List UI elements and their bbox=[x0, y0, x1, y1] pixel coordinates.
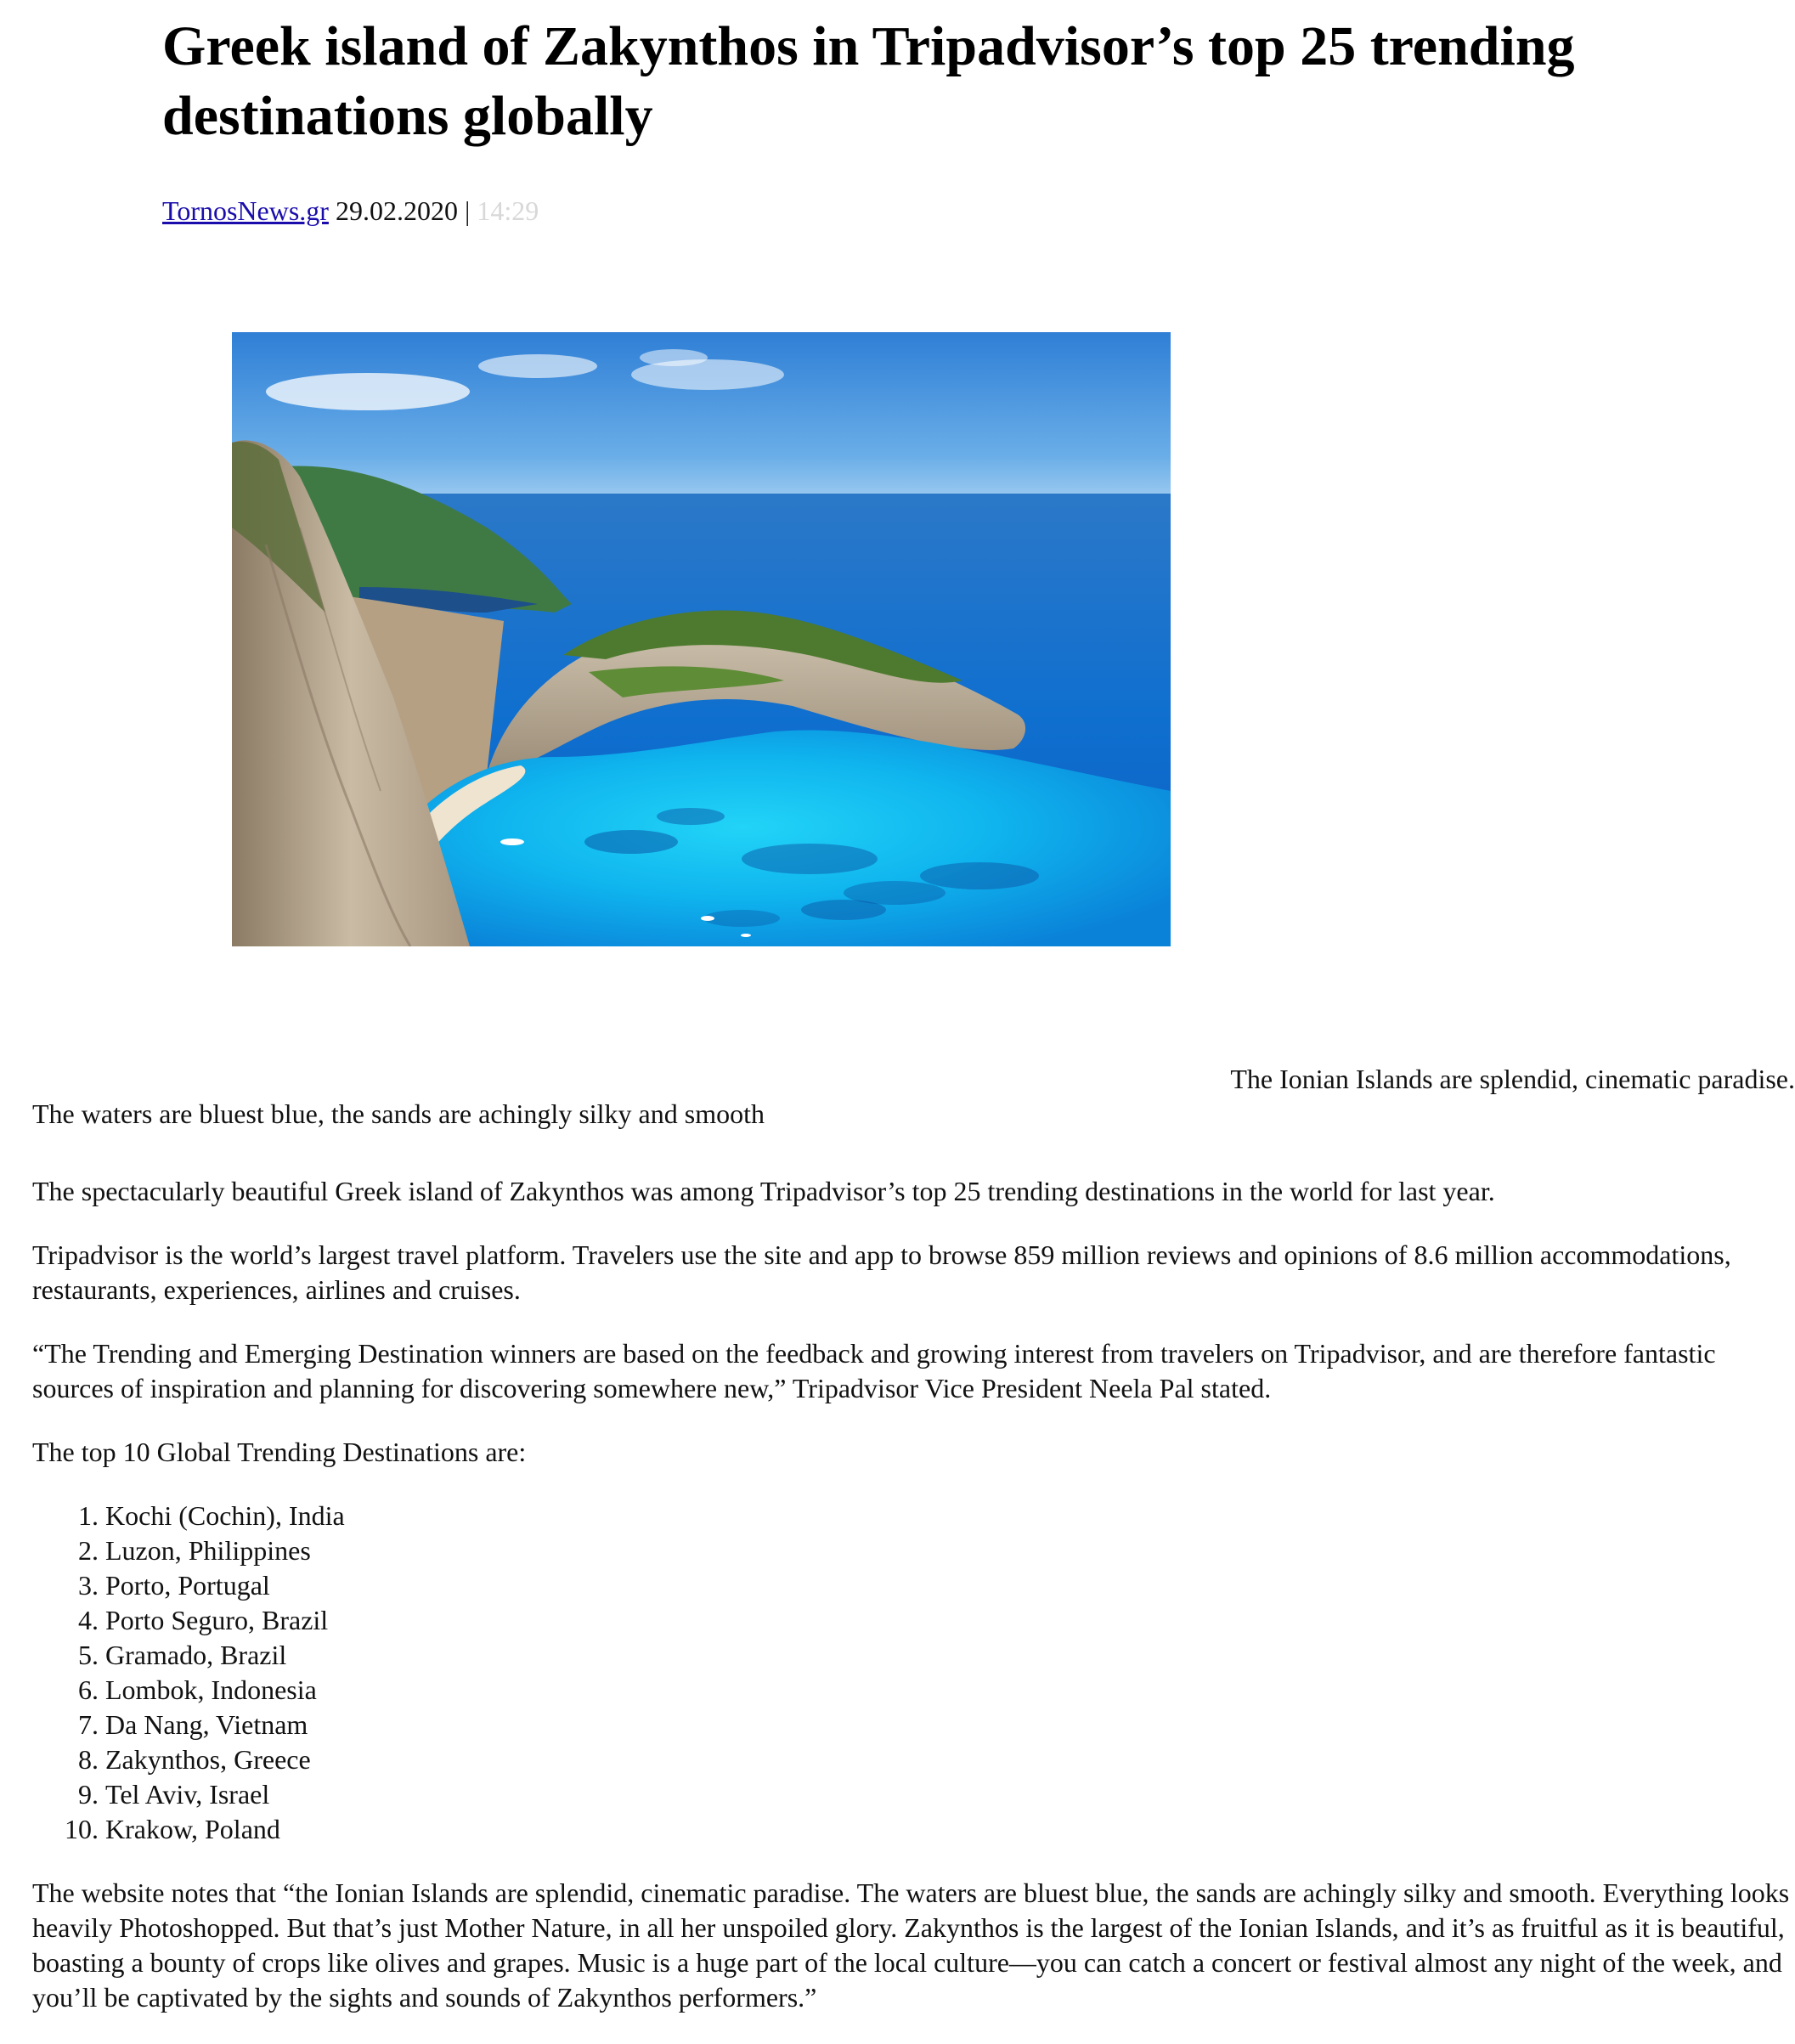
hero-image-navagio-beach bbox=[232, 332, 1171, 946]
top-destinations-list bbox=[32, 1499, 1795, 1847]
image-caption-left: The waters are bluest blue, the sands are achingly silky and smooth bbox=[32, 1098, 765, 1129]
list-item: 5. Gramado, Brazil bbox=[105, 1638, 1795, 1673]
list-item: 7. Da Nang, Vietnam bbox=[105, 1708, 1795, 1742]
list-item: 9. Tel Aviv, Israel bbox=[105, 1777, 1795, 1812]
article-body bbox=[32, 1174, 1795, 2044]
hero-image-illustration bbox=[232, 332, 1171, 946]
publish-date: 29.02.2020 bbox=[335, 195, 458, 226]
paragraph-closing: The website notes that “the Ionian Islands are splendid, cinematic paradise. The waters are bluest blue, the sands are achingly silky and smooth. Everything looks heavily Photoshopped. But that’s just Mother Nature, in all her unspoiled glory. Zakynthos is the largest of the Ionian Islands, and it’s as fruitful as it is beautiful, boasting a bounty of crops like olives and grapes. Music is a huge part of the local culture—you can catch a concert or festival almost any night of the week, and you’ll be captivated by the sights and sounds of Zakynthos performers.” bbox=[32, 1877, 1790, 2013]
list-item: 4. Porto Seguro, Brazil bbox=[105, 1603, 1795, 1638]
byline bbox=[162, 194, 539, 228]
paragraph-intro: The spectacularly beautiful Greek island of Zakynthos was among Tripadvisor’s top 25 trending destinations in the world for last year. bbox=[32, 1176, 1495, 1206]
list-item: 6. Lombok, Indonesia bbox=[105, 1673, 1795, 1708]
byline-separator: | bbox=[464, 195, 471, 226]
article-title: Greek island of Zakynthos in Tripadvisor’s top 25 trending destinations globally bbox=[162, 15, 1575, 147]
image-caption-right: The Ionian Islands are splendid, cinematic paradise. bbox=[1230, 1064, 1795, 1094]
publish-time: 14:29 bbox=[477, 195, 539, 226]
list-item: 1. Kochi (Cochin), India bbox=[105, 1499, 1795, 1533]
list-item: 2. Luzon, Philippines bbox=[105, 1533, 1795, 1568]
list-item: 10. Krakow, Poland bbox=[105, 1812, 1795, 1847]
paragraph-quote: “The Trending and Emerging Destination winners are based on the feedback and growing interest from travelers on Tripadvisor, and are therefore fantastic sources of inspiration and planning for discovering somewhere new,” Tripadvisor Vice President Neela Pal stated. bbox=[32, 1338, 1716, 1403]
list-item: 8. Zakynthos, Greece bbox=[105, 1742, 1795, 1777]
list-item: 3. Porto, Portugal bbox=[105, 1568, 1795, 1603]
source-link[interactable]: TornosNews.gr bbox=[162, 195, 329, 226]
paragraph-tripadvisor: Tripadvisor is the world’s largest travel platform. Travelers use the site and app to browse 859 million reviews and opinions of 8.6 million accommodations, restaurants, experiences, airlines and cruises. bbox=[32, 1239, 1731, 1305]
paragraph-list-intro: The top 10 Global Trending Destinations are: bbox=[32, 1437, 527, 1467]
